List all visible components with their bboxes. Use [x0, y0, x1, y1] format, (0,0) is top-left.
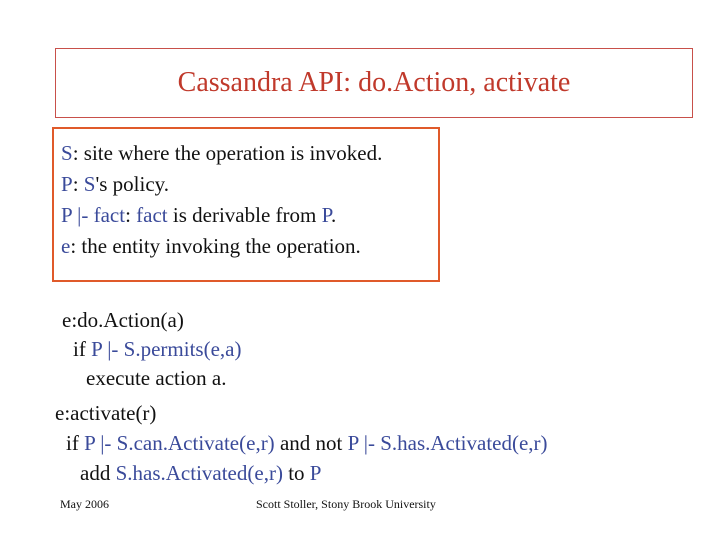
def-term: S [61, 141, 73, 165]
do-action-header: e:do.Action(a) [62, 308, 184, 332]
activate-body: add S.has.Activated(e,r) to P [80, 461, 322, 485]
do-action-condition: if P |- S.permits(e,a) [73, 337, 242, 361]
footer-date: May 2006 [60, 497, 109, 511]
def-term: P [61, 172, 73, 196]
definition-derivable: P |- fact: fact is derivable from P. [61, 203, 337, 227]
do-action-body: execute action a. [86, 366, 227, 390]
slide-title: Cassandra API: do.Action, activate [177, 67, 571, 98]
activate-condition: if P |- S.can.Activate(e,r) and not P |- S.has.Activated(e,r) [66, 431, 548, 455]
definition-e: e: the entity invoking the operation. [61, 234, 361, 258]
slide-title-box [55, 48, 693, 118]
footer-author: Scott Stoller, Stony Brook University [256, 497, 436, 511]
definitions-box [52, 127, 440, 282]
activate-header: e:activate(r) [55, 401, 157, 425]
definition-p: P: S's policy. [61, 172, 170, 196]
definition-s: S: site where the operation is invoked. [61, 141, 383, 165]
def-term: P |- fact [61, 203, 126, 227]
def-term: e [61, 234, 71, 258]
